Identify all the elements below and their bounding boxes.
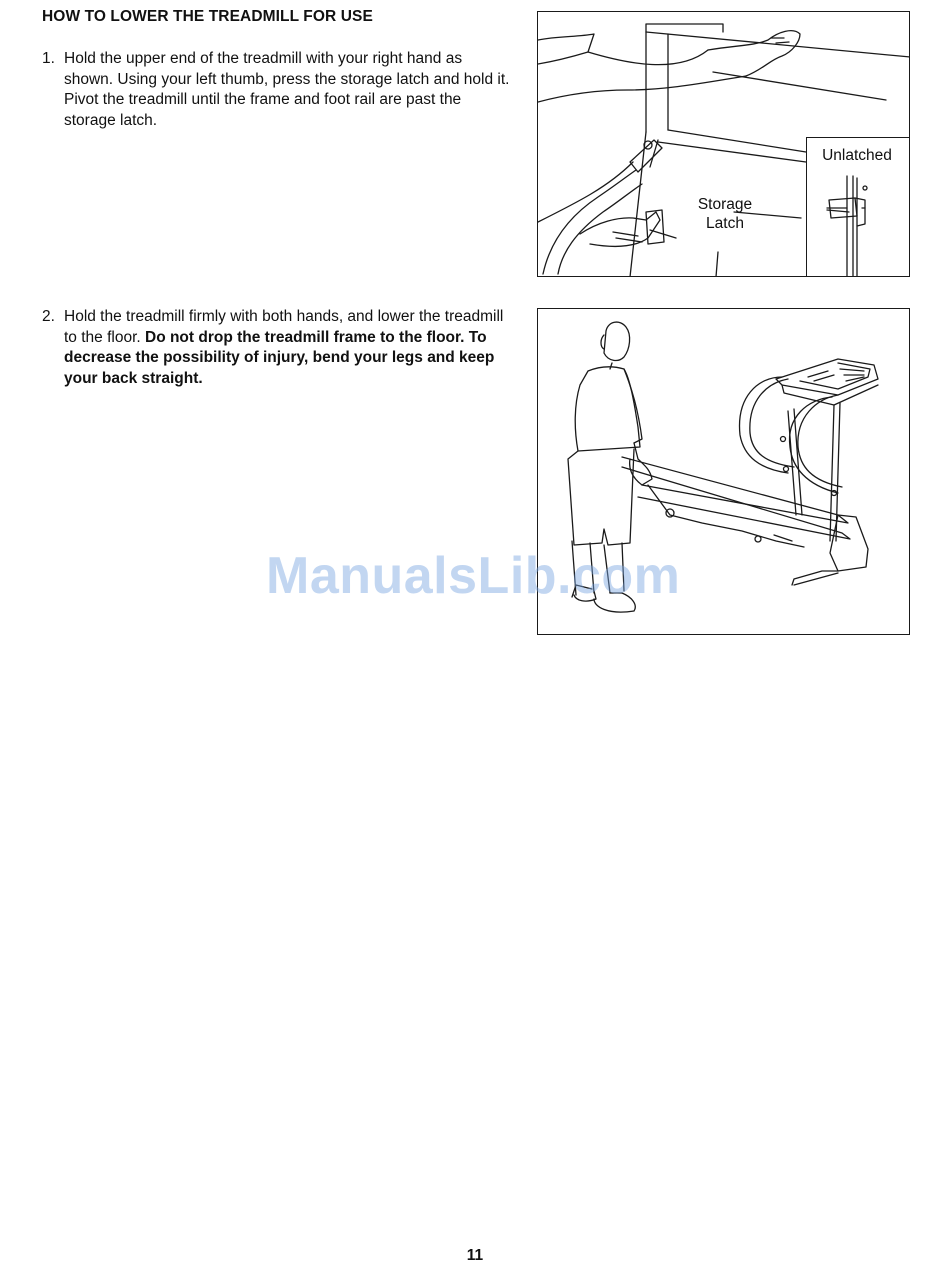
unlatch-illustration: [537, 11, 910, 277]
instruction-step-2: [42, 307, 512, 389]
storage-latch-callout: [675, 195, 775, 233]
step-2-body: [64, 307, 512, 389]
storage-latch-label-line1: Storage: [697, 196, 753, 213]
step-2-number: 2.: [42, 308, 55, 325]
storage-latch-label-line2: Latch: [706, 215, 744, 232]
step-2-text: Hold the treadmill firmly with both hands, and lower the treadmill to the floor.: [64, 308, 504, 346]
unlatched-detail-inset: [806, 137, 910, 277]
unlatched-label: Unlatched: [822, 147, 892, 164]
step-1-number: 1.: [42, 50, 55, 67]
section-heading: HOW TO LOWER THE TREADMILL FOR USE: [42, 8, 373, 25]
page-number: 11: [466, 1247, 484, 1264]
step-2-warning-text: Do not drop the treadmill frame to the floor. To decrease the possibility of injury, bend your legs and keep your back straight.: [64, 328, 495, 387]
step-1-text: Hold the upper end of the treadmill with your right hand as shown. Using your left thumb, press the storage latch and hold it. Pivot the treadmill until the frame and foot rail are past the storage latch.: [64, 50, 510, 129]
unlatched-detail-drawing: [807, 138, 910, 277]
instruction-step-1: [42, 49, 512, 131]
watermark: ManualsLib.com: [266, 547, 681, 605]
